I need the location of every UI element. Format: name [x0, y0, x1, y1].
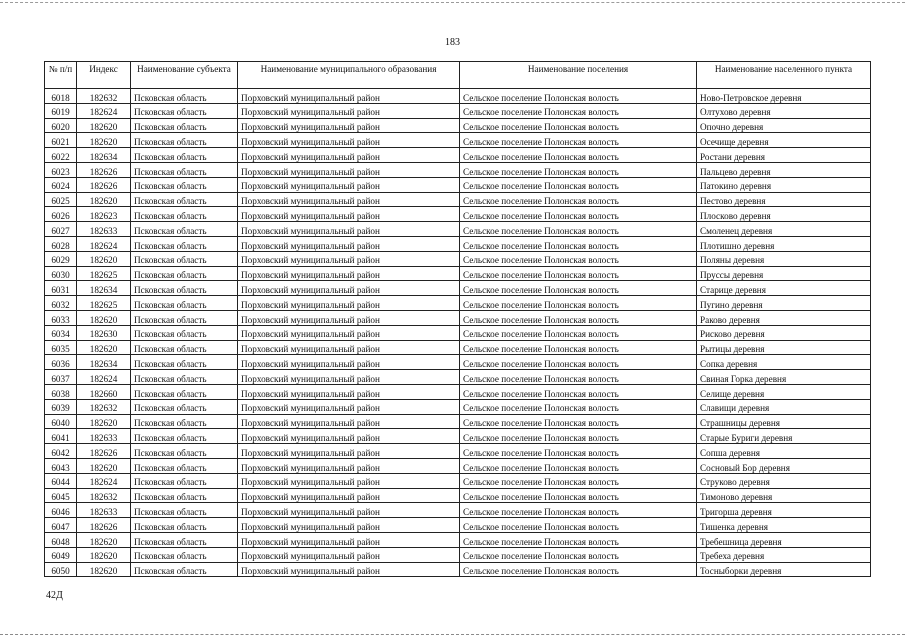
cell-index: 182620: [77, 310, 131, 325]
cell-settlement: Сельское поселение Полонская волость: [460, 473, 697, 488]
header-municipality: Наименование муниципального образования: [238, 62, 460, 89]
cell-locality: Олтухово деревня: [697, 103, 871, 118]
cell-subject: Псковская область: [131, 222, 238, 237]
cell-settlement: Сельское поселение Полонская волость: [460, 89, 697, 104]
cell-locality: Требеха деревня: [697, 547, 871, 562]
cell-locality: Поляны деревня: [697, 251, 871, 266]
cell-num: 6046: [45, 503, 77, 518]
cell-municipality: Порховский муниципальный район: [238, 547, 460, 562]
cell-locality: Тосныборки деревня: [697, 562, 871, 577]
table-row: [45, 503, 871, 518]
table-row: [45, 444, 871, 459]
scan-edge-bottom: [0, 634, 905, 635]
cell-subject: Псковская область: [131, 429, 238, 444]
cell-municipality: Порховский муниципальный район: [238, 192, 460, 207]
cell-settlement: Сельское поселение Полонская волость: [460, 370, 697, 385]
cell-municipality: Порховский муниципальный район: [238, 148, 460, 163]
cell-num: 6028: [45, 236, 77, 251]
cell-subject: Псковская область: [131, 399, 238, 414]
cell-settlement: Сельское поселение Полонская волость: [460, 281, 697, 296]
cell-index: 182632: [77, 89, 131, 104]
cell-municipality: Порховский муниципальный район: [238, 458, 460, 473]
cell-index: 182634: [77, 148, 131, 163]
cell-subject: Псковская область: [131, 281, 238, 296]
cell-municipality: Порховский муниципальный район: [238, 488, 460, 503]
table-row: [45, 384, 871, 399]
cell-index: 182633: [77, 222, 131, 237]
cell-settlement: Сельское поселение Полонская волость: [460, 222, 697, 237]
cell-subject: Псковская область: [131, 251, 238, 266]
table-row: [45, 370, 871, 385]
table-row: [45, 473, 871, 488]
cell-num: 6031: [45, 281, 77, 296]
cell-settlement: Сельское поселение Полонская волость: [460, 503, 697, 518]
cell-locality: Старице деревня: [697, 281, 871, 296]
cell-subject: Псковская область: [131, 103, 238, 118]
cell-locality: Рисково деревня: [697, 325, 871, 340]
cell-num: 6018: [45, 89, 77, 104]
cell-num: 6032: [45, 296, 77, 311]
cell-index: 182620: [77, 118, 131, 133]
cell-index: 182620: [77, 340, 131, 355]
cell-locality: Тимоново деревня: [697, 488, 871, 503]
cell-locality: Раково деревня: [697, 310, 871, 325]
cell-index: 182620: [77, 532, 131, 547]
cell-index: 182633: [77, 503, 131, 518]
table-row: [45, 532, 871, 547]
cell-locality: Пестово деревня: [697, 192, 871, 207]
cell-subject: Псковская область: [131, 177, 238, 192]
cell-municipality: Порховский муниципальный район: [238, 399, 460, 414]
header-subject: Наименование субъекта: [131, 62, 238, 89]
header-locality: Наименование населенного пункта: [697, 62, 871, 89]
cell-municipality: Порховский муниципальный район: [238, 370, 460, 385]
cell-municipality: Порховский муниципальный район: [238, 162, 460, 177]
cell-num: 6039: [45, 399, 77, 414]
cell-municipality: Порховский муниципальный район: [238, 103, 460, 118]
cell-index: 182634: [77, 281, 131, 296]
cell-settlement: Сельское поселение Полонская волость: [460, 488, 697, 503]
cell-locality: Пруссы деревня: [697, 266, 871, 281]
cell-index: 182625: [77, 266, 131, 281]
cell-settlement: Сельское поселение Полонская волость: [460, 103, 697, 118]
table-row: [45, 429, 871, 444]
cell-subject: Псковская область: [131, 488, 238, 503]
cell-municipality: Порховский муниципальный район: [238, 207, 460, 222]
table-row: [45, 177, 871, 192]
table-row: [45, 251, 871, 266]
table-row: [45, 458, 871, 473]
cell-locality: Сопша деревня: [697, 444, 871, 459]
cell-settlement: Сельское поселение Полонская волость: [460, 118, 697, 133]
cell-index: 182624: [77, 370, 131, 385]
cell-index: 182623: [77, 207, 131, 222]
cell-locality: Тригорша деревня: [697, 503, 871, 518]
cell-subject: Псковская область: [131, 236, 238, 251]
localities-table: [44, 61, 871, 577]
table-row: [45, 192, 871, 207]
cell-num: 6029: [45, 251, 77, 266]
cell-num: 6045: [45, 488, 77, 503]
cell-num: 6041: [45, 429, 77, 444]
cell-settlement: Сельское поселение Полонская волость: [460, 562, 697, 577]
cell-index: 182624: [77, 473, 131, 488]
cell-subject: Псковская область: [131, 266, 238, 281]
cell-index: 182620: [77, 133, 131, 148]
cell-index: 182630: [77, 325, 131, 340]
cell-municipality: Порховский муниципальный район: [238, 177, 460, 192]
cell-subject: Псковская область: [131, 118, 238, 133]
cell-locality: Пальцево деревня: [697, 162, 871, 177]
cell-num: 6027: [45, 222, 77, 237]
cell-num: 6049: [45, 547, 77, 562]
cell-settlement: Сельское поселение Полонская волость: [460, 177, 697, 192]
table-row: [45, 266, 871, 281]
cell-subject: Псковская область: [131, 89, 238, 104]
cell-num: 6044: [45, 473, 77, 488]
cell-locality: Смоленец деревня: [697, 222, 871, 237]
table-row: [45, 103, 871, 118]
table-row: [45, 518, 871, 533]
cell-index: 182633: [77, 429, 131, 444]
cell-subject: Псковская область: [131, 414, 238, 429]
cell-locality: Плосково деревня: [697, 207, 871, 222]
table-header-row: [45, 62, 871, 89]
cell-num: 6042: [45, 444, 77, 459]
cell-num: 6019: [45, 103, 77, 118]
cell-num: 6034: [45, 325, 77, 340]
cell-locality: Опочно деревня: [697, 118, 871, 133]
cell-municipality: Порховский муниципальный район: [238, 503, 460, 518]
table-body: [45, 89, 871, 577]
cell-locality: Ростани деревня: [697, 148, 871, 163]
cell-settlement: Сельское поселение Полонская волость: [460, 251, 697, 266]
cell-subject: Псковская область: [131, 310, 238, 325]
cell-municipality: Порховский муниципальный район: [238, 266, 460, 281]
header-num: № п/п: [45, 62, 77, 89]
cell-settlement: Сельское поселение Полонская волость: [460, 133, 697, 148]
cell-index: 182632: [77, 399, 131, 414]
scan-edge-top: [0, 2, 905, 3]
table-row: [45, 148, 871, 163]
cell-settlement: Сельское поселение Полонская волость: [460, 266, 697, 281]
cell-settlement: Сельское поселение Полонская волость: [460, 162, 697, 177]
table-row: [45, 414, 871, 429]
cell-subject: Псковская область: [131, 370, 238, 385]
cell-municipality: Порховский муниципальный район: [238, 532, 460, 547]
cell-index: 182626: [77, 444, 131, 459]
cell-num: 6035: [45, 340, 77, 355]
table-row: [45, 340, 871, 355]
cell-subject: Псковская область: [131, 532, 238, 547]
cell-locality: Славищи деревня: [697, 399, 871, 414]
cell-locality: Ново-Петровское деревня: [697, 89, 871, 104]
cell-num: 6033: [45, 310, 77, 325]
cell-municipality: Порховский муниципальный район: [238, 444, 460, 459]
cell-index: 182620: [77, 192, 131, 207]
cell-num: 6047: [45, 518, 77, 533]
cell-subject: Псковская область: [131, 503, 238, 518]
cell-num: 6020: [45, 118, 77, 133]
table-row: [45, 399, 871, 414]
cell-num: 6022: [45, 148, 77, 163]
cell-subject: Псковская область: [131, 148, 238, 163]
cell-settlement: Сельское поселение Полонская волость: [460, 355, 697, 370]
header-index: Индекс: [77, 62, 131, 89]
table-row: [45, 562, 871, 577]
cell-settlement: Сельское поселение Полонская волость: [460, 399, 697, 414]
table-row: [45, 325, 871, 340]
cell-locality: Селище деревня: [697, 384, 871, 399]
cell-municipality: Порховский муниципальный район: [238, 518, 460, 533]
cell-num: 6048: [45, 532, 77, 547]
table-row: [45, 236, 871, 251]
cell-settlement: Сельское поселение Полонская волость: [460, 325, 697, 340]
cell-index: 182620: [77, 414, 131, 429]
table-row: [45, 310, 871, 325]
cell-num: 6021: [45, 133, 77, 148]
cell-subject: Псковская область: [131, 473, 238, 488]
cell-municipality: Порховский муниципальный район: [238, 429, 460, 444]
cell-subject: Псковская область: [131, 547, 238, 562]
table-row: [45, 296, 871, 311]
cell-settlement: Сельское поселение Полонская волость: [460, 236, 697, 251]
cell-index: 182624: [77, 236, 131, 251]
cell-subject: Псковская область: [131, 162, 238, 177]
cell-subject: Псковская область: [131, 340, 238, 355]
cell-locality: Тишенка деревня: [697, 518, 871, 533]
cell-index: 182626: [77, 177, 131, 192]
cell-settlement: Сельское поселение Полонская волость: [460, 458, 697, 473]
cell-index: 182625: [77, 296, 131, 311]
table-row: [45, 222, 871, 237]
cell-municipality: Порховский муниципальный район: [238, 251, 460, 266]
cell-municipality: Порховский муниципальный район: [238, 414, 460, 429]
header-settlement: Наименование поселения: [460, 62, 697, 89]
cell-municipality: Порховский муниципальный район: [238, 133, 460, 148]
cell-locality: Пугино деревня: [697, 296, 871, 311]
table-row: [45, 281, 871, 296]
cell-municipality: Порховский муниципальный район: [238, 310, 460, 325]
cell-locality: Страшницы деревня: [697, 414, 871, 429]
document-code: 42Д: [46, 590, 63, 601]
cell-index: 182620: [77, 547, 131, 562]
cell-index: 182624: [77, 103, 131, 118]
cell-locality: Осечище деревня: [697, 133, 871, 148]
cell-municipality: Порховский муниципальный район: [238, 562, 460, 577]
cell-index: 182620: [77, 458, 131, 473]
cell-index: 182620: [77, 251, 131, 266]
table-row: [45, 162, 871, 177]
cell-locality: Струково деревня: [697, 473, 871, 488]
cell-num: 6025: [45, 192, 77, 207]
cell-municipality: Порховский муниципальный район: [238, 473, 460, 488]
cell-settlement: Сельское поселение Полонская волость: [460, 384, 697, 399]
cell-num: 6038: [45, 384, 77, 399]
cell-locality: Рытицы деревня: [697, 340, 871, 355]
cell-settlement: Сельское поселение Полонская волость: [460, 148, 697, 163]
cell-municipality: Порховский муниципальный район: [238, 355, 460, 370]
cell-subject: Псковская область: [131, 207, 238, 222]
table-row: [45, 133, 871, 148]
table-row: [45, 89, 871, 104]
cell-locality: Старые Буриги деревня: [697, 429, 871, 444]
cell-settlement: Сельское поселение Полонская волость: [460, 310, 697, 325]
cell-subject: Псковская область: [131, 562, 238, 577]
cell-municipality: Порховский муниципальный район: [238, 89, 460, 104]
cell-municipality: Порховский муниципальный район: [238, 118, 460, 133]
cell-settlement: Сельское поселение Полонская волость: [460, 429, 697, 444]
page-number: 183: [445, 37, 460, 48]
cell-subject: Псковская область: [131, 458, 238, 473]
cell-num: 6030: [45, 266, 77, 281]
cell-municipality: Порховский муниципальный район: [238, 296, 460, 311]
cell-num: 6026: [45, 207, 77, 222]
cell-settlement: Сельское поселение Полонская волость: [460, 414, 697, 429]
cell-locality: Сопка деревня: [697, 355, 871, 370]
cell-subject: Псковская область: [131, 192, 238, 207]
cell-locality: Плотишно деревня: [697, 236, 871, 251]
cell-num: 6050: [45, 562, 77, 577]
cell-municipality: Порховский муниципальный район: [238, 384, 460, 399]
table-row: [45, 207, 871, 222]
cell-locality: Свиная Горка деревня: [697, 370, 871, 385]
cell-settlement: Сельское поселение Полонская волость: [460, 518, 697, 533]
cell-index: 182660: [77, 384, 131, 399]
cell-num: 6023: [45, 162, 77, 177]
cell-index: 182632: [77, 488, 131, 503]
cell-municipality: Порховский муниципальный район: [238, 340, 460, 355]
cell-locality: Сосновый Бор деревня: [697, 458, 871, 473]
cell-index: 182626: [77, 162, 131, 177]
cell-subject: Псковская область: [131, 518, 238, 533]
cell-settlement: Сельское поселение Полонская волость: [460, 296, 697, 311]
cell-settlement: Сельское поселение Полонская волость: [460, 444, 697, 459]
cell-num: 6024: [45, 177, 77, 192]
cell-index: 182620: [77, 562, 131, 577]
cell-settlement: Сельское поселение Полонская волость: [460, 207, 697, 222]
cell-index: 182634: [77, 355, 131, 370]
cell-num: 6043: [45, 458, 77, 473]
cell-municipality: Порховский муниципальный район: [238, 325, 460, 340]
cell-settlement: Сельское поселение Полонская волость: [460, 547, 697, 562]
cell-subject: Псковская область: [131, 325, 238, 340]
table-row: [45, 488, 871, 503]
cell-subject: Псковская область: [131, 133, 238, 148]
table-row: [45, 355, 871, 370]
cell-subject: Псковская область: [131, 444, 238, 459]
cell-settlement: Сельское поселение Полонская волость: [460, 532, 697, 547]
table-row: [45, 547, 871, 562]
cell-settlement: Сельское поселение Полонская волость: [460, 192, 697, 207]
cell-index: 182626: [77, 518, 131, 533]
table-row: [45, 118, 871, 133]
cell-num: 6036: [45, 355, 77, 370]
cell-municipality: Порховский муниципальный район: [238, 222, 460, 237]
cell-settlement: Сельское поселение Полонская волость: [460, 340, 697, 355]
cell-subject: Псковская область: [131, 384, 238, 399]
cell-municipality: Порховский муниципальный район: [238, 281, 460, 296]
cell-subject: Псковская область: [131, 355, 238, 370]
cell-locality: Требешница деревня: [697, 532, 871, 547]
cell-municipality: Порховский муниципальный район: [238, 236, 460, 251]
cell-num: 6040: [45, 414, 77, 429]
cell-num: 6037: [45, 370, 77, 385]
cell-locality: Патокино деревня: [697, 177, 871, 192]
cell-subject: Псковская область: [131, 296, 238, 311]
